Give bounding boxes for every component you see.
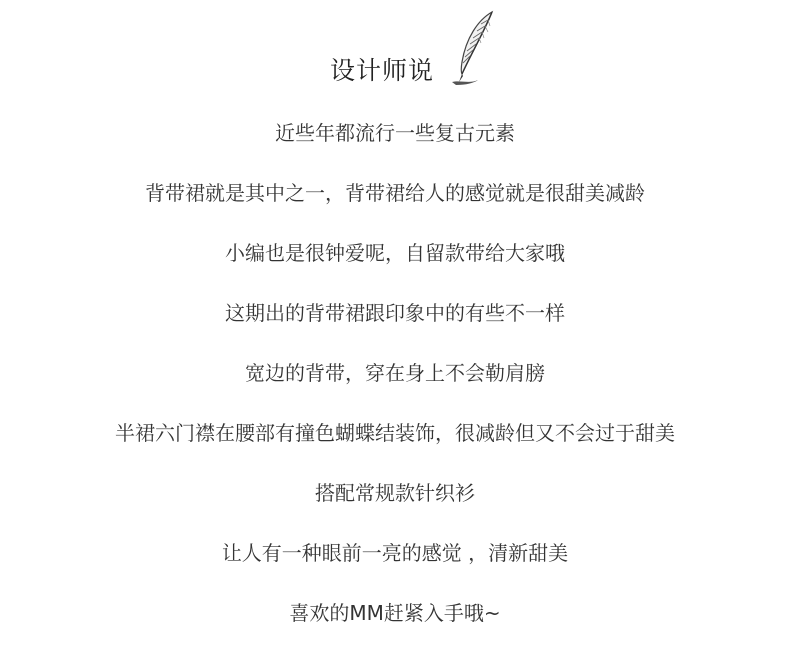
text-line: 让人有一种眼前一亮的感觉 ，清新甜美 xyxy=(221,541,569,565)
text-line: 搭配常规款针织衫 xyxy=(315,481,475,505)
text-line: 喜欢的MM赶紧入手哦~ xyxy=(289,601,501,625)
text-line: 宽边的背带，穿在身上不会勒肩膀 xyxy=(245,361,545,385)
text-line: 这期出的背带裙跟印象中的有些不一样 xyxy=(225,301,565,325)
text-line: 半裙六门襟在腰部有撞色蝴蝶结装饰，很减龄但又不会过于甜美 xyxy=(115,421,675,445)
text-line: 背带裙就是其中之一，背带裙给人的感觉就是很甜美减龄 xyxy=(145,181,645,205)
text-line: 近些年都流行一些复古元素 xyxy=(275,121,515,145)
text-line: 小编也是很钟爱呢，自留款带给大家哦 xyxy=(225,241,565,265)
header-title: 设计师说 xyxy=(330,56,435,85)
